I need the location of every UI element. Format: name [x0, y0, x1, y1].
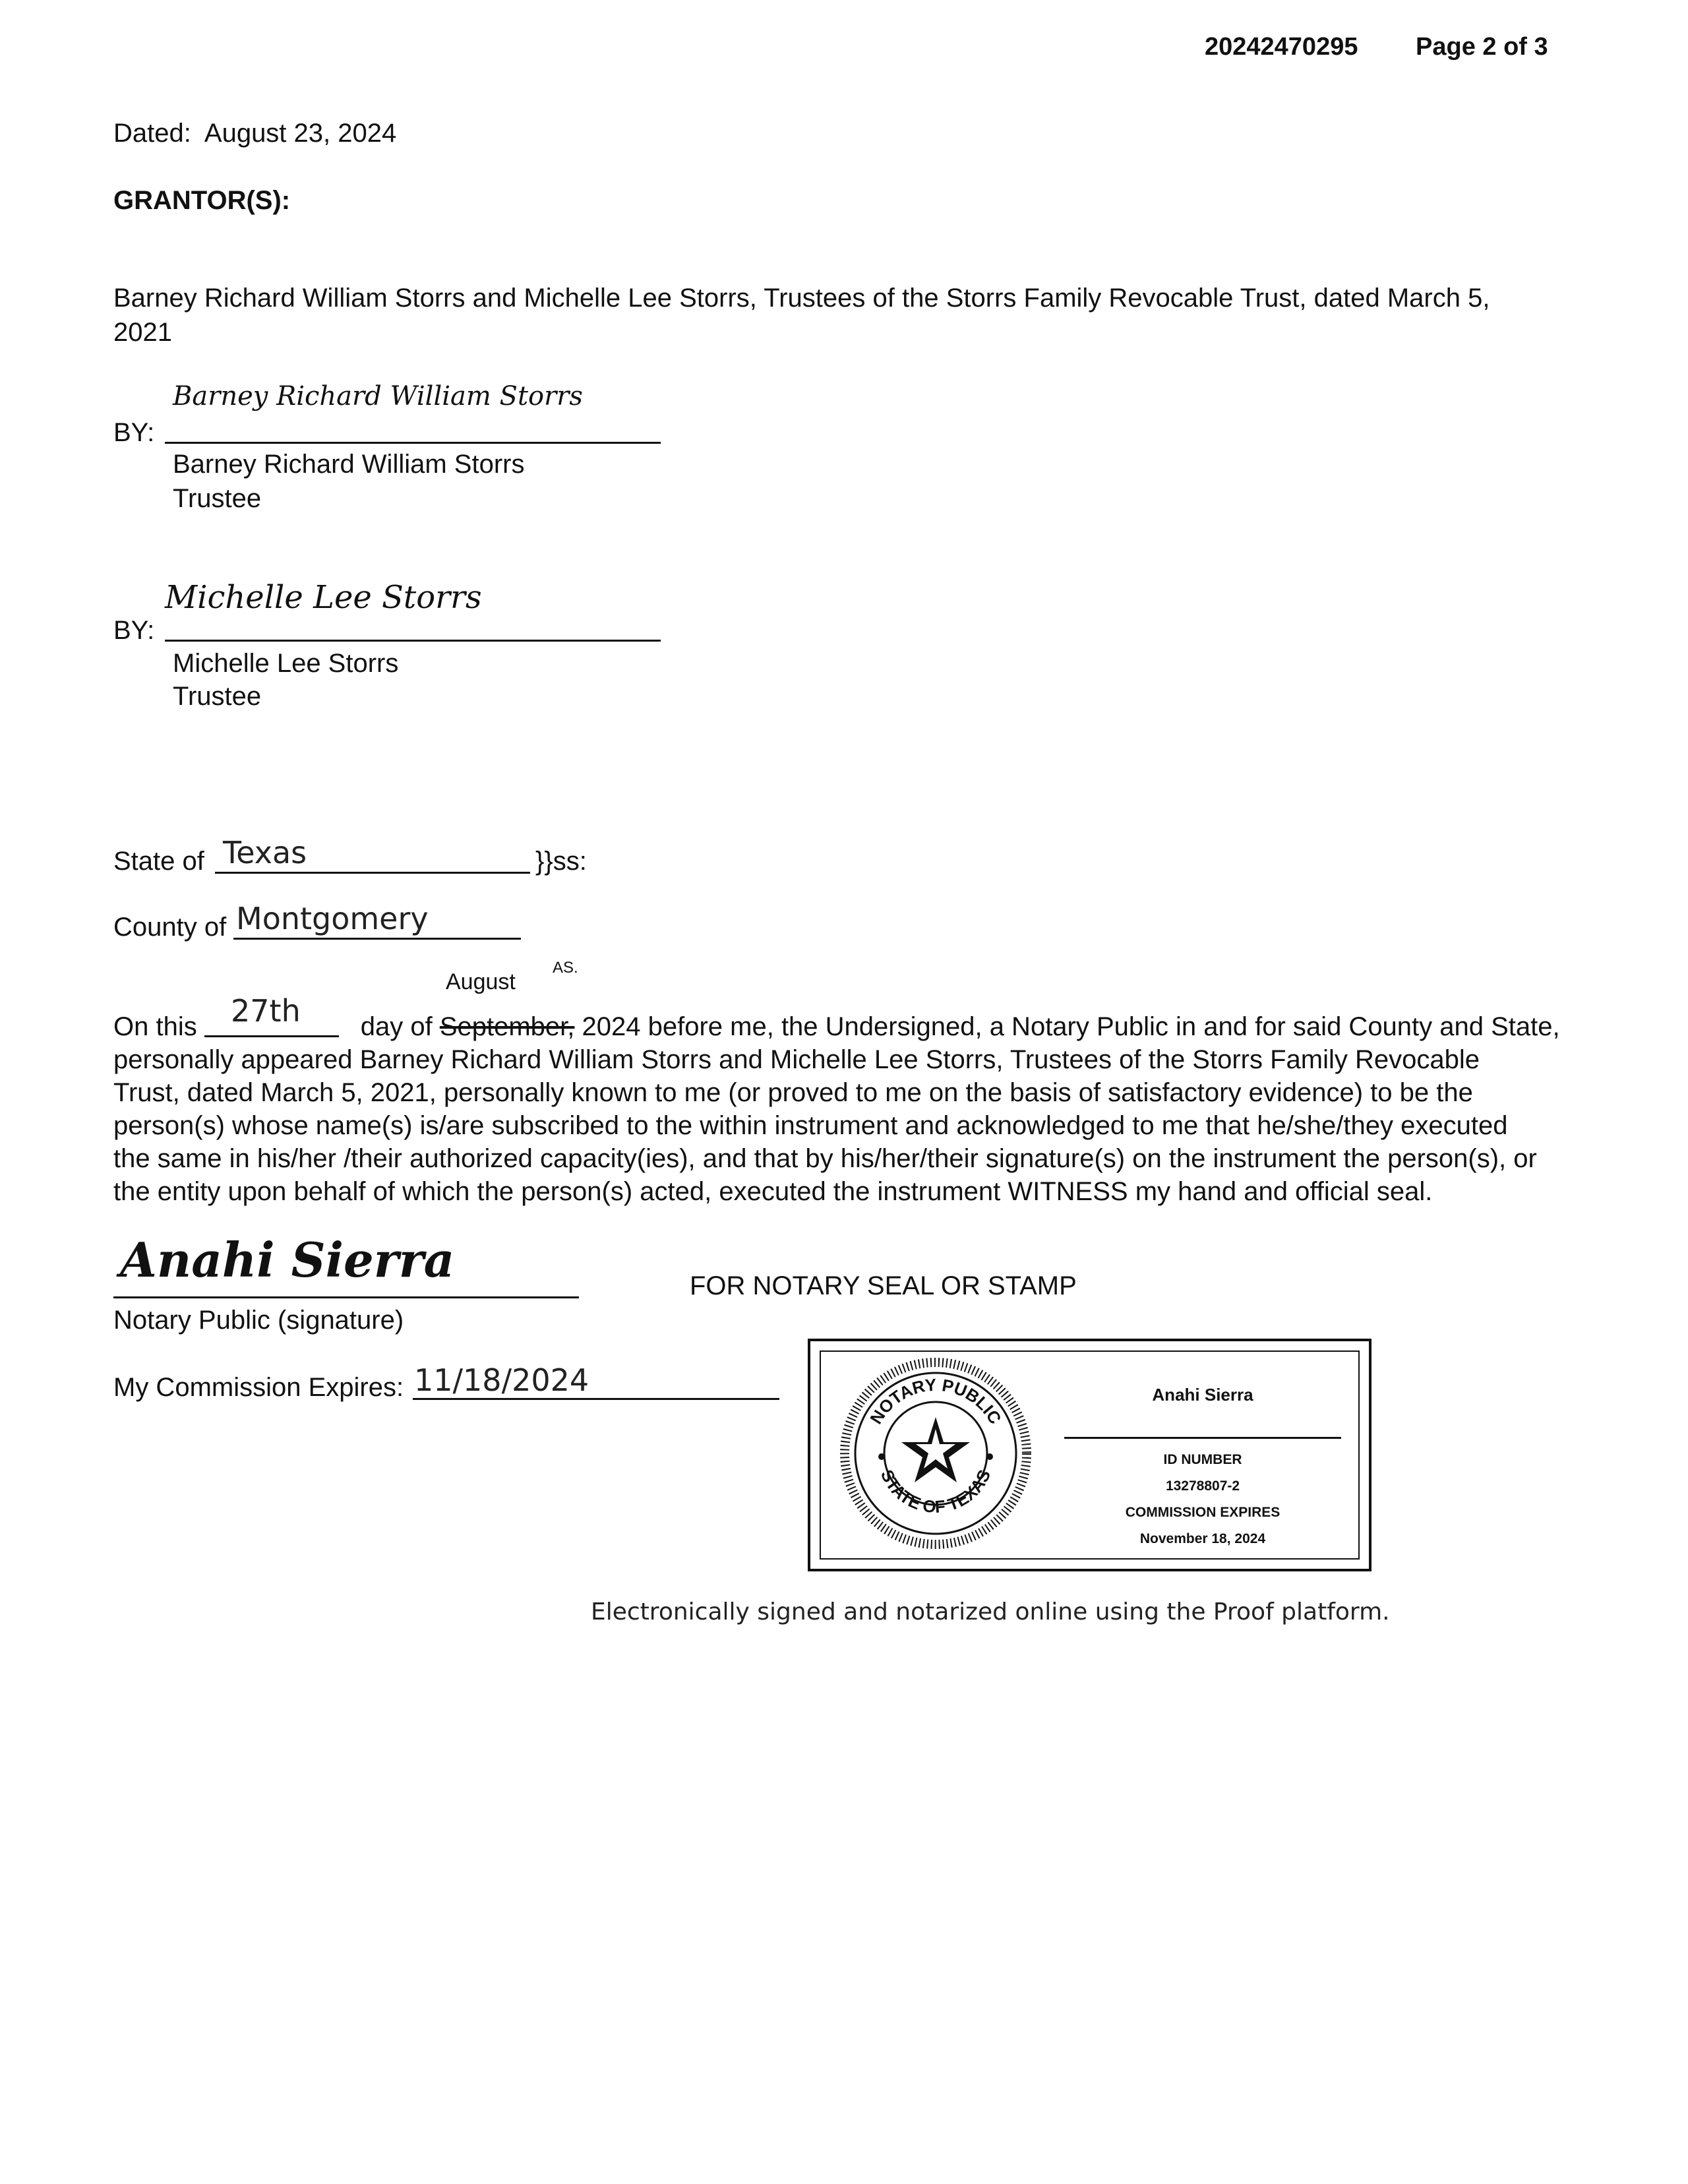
commission-underline: [413, 1398, 779, 1400]
notary-signature: Anahi Sierra: [120, 1232, 455, 1288]
ack-line-2: personally appeared Barney Richard William Storrs and Michelle Lee Storrs, Trustees of the Storrs Family Revocable: [113, 1045, 1480, 1074]
stamp-divider: [1064, 1437, 1341, 1439]
correction-initials: AS.: [553, 959, 578, 977]
notary-signature-line: [113, 1296, 579, 1298]
seal-label: FOR NOTARY SEAL OR STAMP: [690, 1271, 1077, 1300]
seal-bottom-text: STATE OF TEXAS: [876, 1467, 995, 1517]
page-indicator: Page 2 of 3: [1416, 33, 1548, 61]
county-label: County of: [113, 913, 227, 942]
signer-1-name: Barney Richard William Storrs: [173, 450, 525, 479]
stamp-name: Anahi Sierra: [1152, 1385, 1253, 1405]
commission-label: My Commission Expires:: [113, 1373, 404, 1402]
signature-line-2: [165, 640, 661, 642]
seal-top-text: NOTARY PUBLIC: [866, 1374, 1006, 1428]
dated-line: [113, 117, 396, 149]
county-underline: [233, 938, 521, 940]
by-label-2: BY:: [113, 616, 155, 645]
grantors-text-line-1: Barney Richard William Storrs and Michelle Lee Storrs, Trustees of the Storrs Family Revocable Trust, dated March 5,: [113, 284, 1490, 313]
on-this-label: On this: [113, 1012, 197, 1041]
notary-stamp: [808, 1339, 1372, 1571]
ack-line-3: Trust, dated March 5, 2021, personally known to me (or proved to me on the basis of satisfactory evidence) to be the: [113, 1078, 1473, 1107]
ack-line-5: the same in his/her /their authorized capacity(ies), and that by his/her/their signature(s) on the instrument the person(s), or: [113, 1144, 1537, 1173]
day-of-label: day of: [360, 1012, 433, 1041]
grantors-text-line-2: 2021: [113, 318, 172, 347]
state-label: State of: [113, 847, 204, 876]
struck-month: September,: [439, 1012, 575, 1041]
ss-label: }}ss:: [535, 847, 587, 876]
stamp-id-label: ID NUMBER: [1163, 1452, 1242, 1467]
ack-line-4: person(s) whose name(s) is/are subscribed to the within instrument and acknowledged to me that he/she/they executed: [113, 1111, 1508, 1140]
dated-value: August 23, 2024: [204, 119, 397, 148]
ack-line-6: the entity upon behalf of which the person(s) acted, executed the instrument WITNESS my hand and official seal.: [113, 1177, 1433, 1206]
month-correction: August: [446, 969, 516, 994]
stamp-expires-value: November 18, 2024: [1139, 1531, 1266, 1546]
county-value: Montgomery: [236, 901, 429, 936]
signer-1-role: Trustee: [173, 484, 262, 513]
notary-signature-label: Notary Public (signature): [113, 1306, 404, 1335]
acknowledgment-paragraph: [113, 1010, 1590, 1208]
dated-label: Dated:: [113, 119, 191, 148]
signature-barney: Barney Richard William Storrs: [173, 381, 583, 411]
ack-line-1: [113, 1010, 1590, 1043]
commission-value: 11/18/2024: [414, 1362, 589, 1398]
stamp-expires-label: COMMISSION EXPIRES: [1125, 1505, 1281, 1520]
state-value: Texas: [223, 835, 307, 870]
day-value: 27th: [231, 993, 301, 1029]
signer-2-role: Trustee: [173, 682, 262, 711]
by-label-1: BY:: [113, 418, 155, 447]
notary-seal-icon: [840, 1358, 1031, 1549]
signature-michelle: Michelle Lee Storrs: [165, 579, 482, 616]
ack-line-1-rest: 2024 before me, the Undersigned, a Notary Public in and for said County and State,: [582, 1012, 1560, 1041]
state-underline: [215, 872, 530, 874]
grantors-heading: GRANTOR(S):: [113, 186, 291, 215]
signature-line-1: [165, 442, 661, 444]
stamp-id-value: 13278807-2: [1165, 1478, 1240, 1494]
signer-2-name: Michelle Lee Storrs: [173, 649, 399, 678]
document-number: 20242470295: [1205, 33, 1358, 61]
svg-text:STATE OF TEXAS: [877, 1467, 994, 1517]
footer-note: Electronically signed and notarized online using the Proof platform.: [591, 1598, 1390, 1625]
